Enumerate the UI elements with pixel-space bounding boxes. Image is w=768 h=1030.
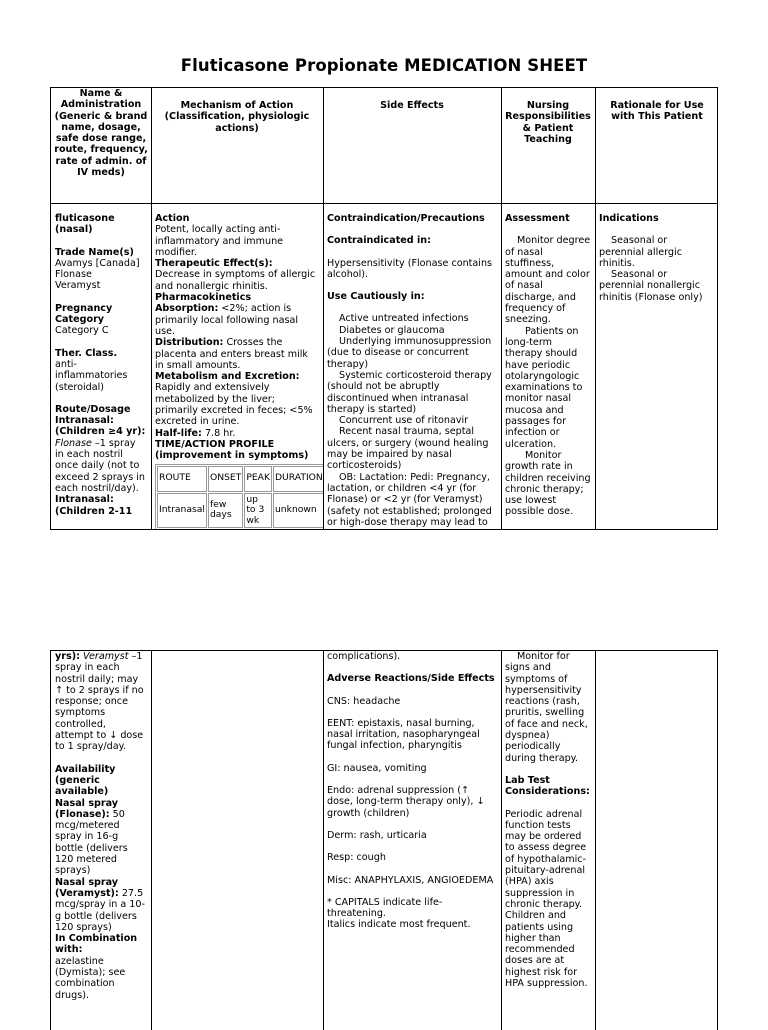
- mechanism-cell: [151, 213, 323, 529]
- veramyst-dose: [55, 651, 147, 753]
- combination-text: azelastine (Dymista); see combination drugs).: [55, 955, 126, 1001]
- pharmacokinetics-label: Pharmacokinetics: [155, 292, 252, 304]
- trade-name: Veramyst: [55, 280, 101, 292]
- adverse-derm: Derm: rash, urticaria: [327, 829, 427, 841]
- therapeutic-effect-label: Therapeutic Effect(s):: [155, 258, 273, 270]
- table-cell: Intranasal: [157, 493, 207, 529]
- nursing-cell: [501, 651, 595, 1030]
- medication-table-page-1: [50, 87, 718, 530]
- time-action-profile-label: TIME/ACTION PROFILE (improvement in symptoms): [155, 438, 309, 462]
- distribution-label: Distribution:: [155, 337, 224, 349]
- pregnancy-label: Pregnancy Category: [55, 302, 113, 326]
- table-cell: few days: [208, 493, 243, 529]
- rationale-cell: [595, 651, 719, 1030]
- nasal-spray-veramyst: [55, 877, 147, 933]
- table-header-cell: PEAK: [244, 466, 272, 492]
- route-dosage-label: Route/Dosage: [55, 403, 131, 415]
- header-mechanism: Mechanism of Action (Classification, physiologic actions): [164, 100, 310, 134]
- assessment-item: Patients on long-term therapy should have periodic otolaryngologic examinations to monitor nasal mucosa and passages for infection or ulceration.: [505, 325, 583, 450]
- nasal-spray-flonase-label: Nasal spray (Flonase):: [55, 797, 119, 820]
- italics-note: Italics indicate most frequent.: [327, 919, 471, 931]
- therapeutic-effect-text: Decrease in symptoms of allergic and nonallergic rhinitis.: [155, 269, 316, 292]
- table-row: [157, 493, 323, 529]
- side-effects-cell: [323, 213, 501, 529]
- combination-label: In Combination with:: [55, 933, 138, 956]
- assessment-item: Monitor degree of nasal stuffiness, amount and color of nasal discharge, and frequency of sneezing.: [505, 235, 591, 326]
- absorption: [155, 303, 319, 337]
- contraindicated-in-label: Contraindicated in:: [327, 235, 431, 247]
- table-cell: unknown: [273, 493, 323, 529]
- assessment-item: Monitor growth rate in children receiving chronic therapy; use lowest possible dose.: [505, 449, 591, 518]
- absorption-text: <2%; action is primarily local following nasal use.: [155, 303, 299, 337]
- table-header-cell: ONSET: [208, 466, 243, 492]
- distribution: [155, 337, 319, 371]
- capitals-note: * CAPITALS indicate life-threatening.: [327, 896, 443, 920]
- veramyst-dose-text: –1 spray in each nostril daily; may ↑ to 2 sprays if no response; once symptoms controlled, attempt to ↓ dose to 1 spray/day.: [55, 651, 144, 753]
- intranasal-children-2-11: Intranasal: (Children 2-11: [55, 494, 133, 517]
- nasal-spray-flonase-text: 50 mcg/metered spray in 16-g bottle (delivers 120 metered sprays): [55, 808, 128, 877]
- yrs-label: yrs):: [55, 651, 80, 662]
- caution-item: Active untreated infections: [339, 313, 469, 325]
- generic-name: fluticasone (nasal): [55, 213, 115, 236]
- nasal-spray-flonase: [55, 798, 147, 877]
- name-administration-cell: [51, 213, 151, 529]
- table-header-cell: DURATION: [273, 466, 323, 492]
- caution-item: Concurrent use of ritonavir: [339, 415, 469, 427]
- header-name-administration: Name & Administration (Generic & brand name, dosage, safe dose range, route, frequency, rate of admin. of IV meds): [54, 88, 148, 179]
- flonase-dose: [55, 438, 147, 494]
- pregnancy-value: Category C: [55, 325, 109, 337]
- lab-test-label: Lab Test Considerations:: [505, 774, 590, 798]
- header-separator: [51, 203, 717, 204]
- header-side-effects: Side Effects: [380, 100, 444, 111]
- lab-test-text: Periodic adrenal function tests may be ordered to assess degree of hypothalamic-pituitary-adrenal (HPA) axis suppression in chronic therapy. Children and patients using higher than recommended doses are at highest risk for HPA suppression.: [505, 808, 588, 990]
- rationale-cell: [595, 213, 719, 529]
- name-administration-cell: [51, 651, 151, 1030]
- hypersensitivity-text: Hypersensitivity (Flonase contains alcohol).: [327, 257, 493, 280]
- adverse-cns: CNS: headache: [327, 695, 401, 707]
- table-row: [157, 466, 323, 492]
- nursing-cell: [501, 213, 595, 529]
- contraindication-precautions-label: Contraindication/Precautions: [327, 213, 485, 224]
- trade-name-label: Trade Name(s): [55, 246, 134, 258]
- half-life-text: 7.8 hr.: [204, 427, 236, 439]
- indication-item: Seasonal or perennial allergic rhinitis.: [599, 235, 682, 269]
- medication-table-page-2: [50, 650, 718, 1030]
- distribution-text: Crosses the placenta and enters breast milk in small amounts.: [155, 337, 308, 371]
- adverse-misc: Misc: ANAPHYLAXIS, ANGIOEDEMA: [327, 874, 494, 886]
- flonase-brand: Flonase: [55, 437, 92, 449]
- metabolism-text: Rapidly and extensively metabolized by the liver; primarily excreted in feces; <5% excreted in urine.: [155, 382, 313, 428]
- availability-label: Availability (generic available): [55, 763, 116, 798]
- half-life: [155, 428, 319, 439]
- table-cell: up to 3 wk: [244, 493, 272, 529]
- adverse-eent: EENT: epistaxis, nasal burning, nasal irritation, nasopharyngeal fungal infection, pharyngitis: [327, 717, 480, 752]
- assessment-label: Assessment: [505, 213, 570, 224]
- trade-name: Flonase: [55, 269, 92, 281]
- adverse-reactions-label: Adverse Reactions/Side Effects: [327, 673, 495, 685]
- action-text: Potent, locally acting anti-inflammatory and immune modifier.: [155, 224, 284, 258]
- header-rationale: Rationale for Use with This Patient: [610, 100, 704, 123]
- metabolism-label: Metabolism and Excretion:: [155, 371, 300, 383]
- adverse-endo: Endo: adrenal suppression (↑ dose, long-term therapy only), ↓ growth (children): [327, 785, 485, 819]
- page-title: Fluticasone Propionate MEDICATION SHEET: [180, 56, 588, 75]
- caution-item: OB: Lactation: Pedi: Pregnancy, lactation, or children <4 yr (for Flonase) or <2 yr (for Veramyst) (safety not established; prolonged or high-dose therapy may lead to: [327, 471, 492, 528]
- use-cautiously-label: Use Cautiously in:: [327, 291, 425, 303]
- table-header-cell: ROUTE: [157, 466, 207, 492]
- caution-item: Diabetes or glaucoma: [339, 324, 445, 336]
- flonase-dose-text: –1 spray in each nostril once daily (not to exceed 2 sprays in each nostril/day).: [55, 437, 145, 494]
- mechanism-cell: [151, 651, 323, 1030]
- time-action-table: [155, 464, 323, 529]
- side-effects-cell: [323, 651, 501, 1030]
- intranasal-children-4: Intranasal: (Children ≥4 yr):: [55, 415, 146, 438]
- adverse-gi: GI: nausea, vomiting: [327, 762, 427, 774]
- action-label: Action: [155, 213, 190, 224]
- trade-name: Avamys [Canada]: [55, 257, 140, 269]
- half-life-label: Half-life:: [155, 427, 202, 439]
- nasal-spray-veramyst-text: 27.5 mcg/spray in a 10-g bottle (delivers 120 sprays): [55, 887, 145, 933]
- indication-item: Seasonal or perennial nonallergic rhinitis (Flonase only): [599, 269, 703, 303]
- ther-class-value: anti-inflammatories (steroidal): [55, 358, 128, 393]
- caution-item: Underlying immunosuppression (due to disease or concurrent therapy): [327, 336, 492, 370]
- veramyst-brand: Veramyst: [82, 651, 129, 662]
- complications-text: complications).: [327, 651, 401, 662]
- absorption-label: Absorption:: [155, 303, 219, 315]
- hypersensitivity-monitor: Monitor for signs and symptoms of hypersensitivity reactions (rash, pruritis, swelling of face and neck, dyspnea) periodically during therapy.: [505, 651, 588, 764]
- caution-item: Recent nasal trauma, septal ulcers, or surgery (wound healing may be impaired by nasal corticosteroids): [327, 426, 489, 472]
- caution-item: Systemic corticosteroid therapy (should not be abruptly discontinued when intranasal therapy is started): [327, 369, 492, 415]
- adverse-resp: Resp: cough: [327, 852, 386, 864]
- ther-class-label: Ther. Class.: [55, 347, 118, 359]
- header-nursing: Nursing Responsibilities & Patient Teaching: [505, 100, 591, 145]
- nasal-spray-veramyst-label: Nasal spray (Veramyst):: [55, 876, 119, 899]
- indications-label: Indications: [599, 213, 659, 224]
